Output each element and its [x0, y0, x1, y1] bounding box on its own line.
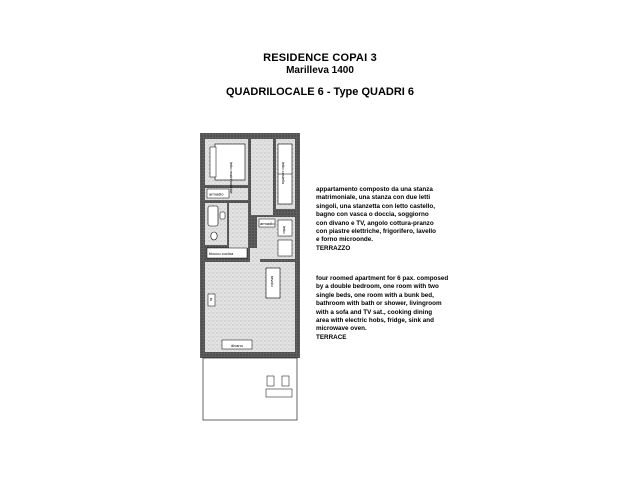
single-bed-2: [278, 240, 292, 256]
terrace-chair-1: [267, 376, 274, 386]
location-subtitle: Marilleva 1400: [286, 65, 354, 76]
tv-label: tv: [209, 298, 214, 302]
description-italian: appartamento composto da una stanza matrimoniale, una stanza con due letti singoli, una stanzetta con letto castello, bagno con vasca o doccia, soggiorno con divano e TV, angolo cottura-pranzo con piastre elettriche, frigorifero, lavello e forno microonde. TERRAZZO: [316, 186, 437, 252]
bathtub: [208, 206, 218, 226]
kitchen-floor: [229, 203, 248, 248]
pillow: [210, 147, 216, 177]
terrace-table: [266, 389, 292, 397]
toilet: [211, 232, 217, 240]
living-room-floor: [205, 262, 295, 352]
table-label: tavolo: [270, 276, 275, 287]
double-bed-label: letto matrimoniale: [229, 162, 234, 194]
bunk-bed-label: letto castello: [281, 162, 286, 185]
kitchen-block-label: blocco cucina: [209, 251, 234, 256]
apartment-type-title: QUADRILOCALE 6 - Type QUADRI 6: [225, 86, 415, 98]
wardrobe-2-label: armadio: [260, 221, 275, 226]
sofa-label: divano: [231, 343, 243, 348]
single-bed-label: letto: [282, 226, 287, 234]
description-english: four roomed apartment for 6 pax. composed by a double bedroom, one room with two single beds, one room with a bunk bed, bathroom with bath or shower, livingroom with a sofa and TV sat., cooking dining area with electric hobs, fridge, sink and microwave oven. TERRACE: [316, 275, 449, 341]
residence-title: RESIDENCE COPAI 3: [263, 52, 377, 64]
terrace-chair-2: [282, 376, 289, 386]
wardrobe-1-label: armadio: [209, 191, 224, 197]
sink: [220, 212, 225, 219]
entry-floor: [250, 248, 260, 262]
corridor-floor: [251, 139, 273, 215]
